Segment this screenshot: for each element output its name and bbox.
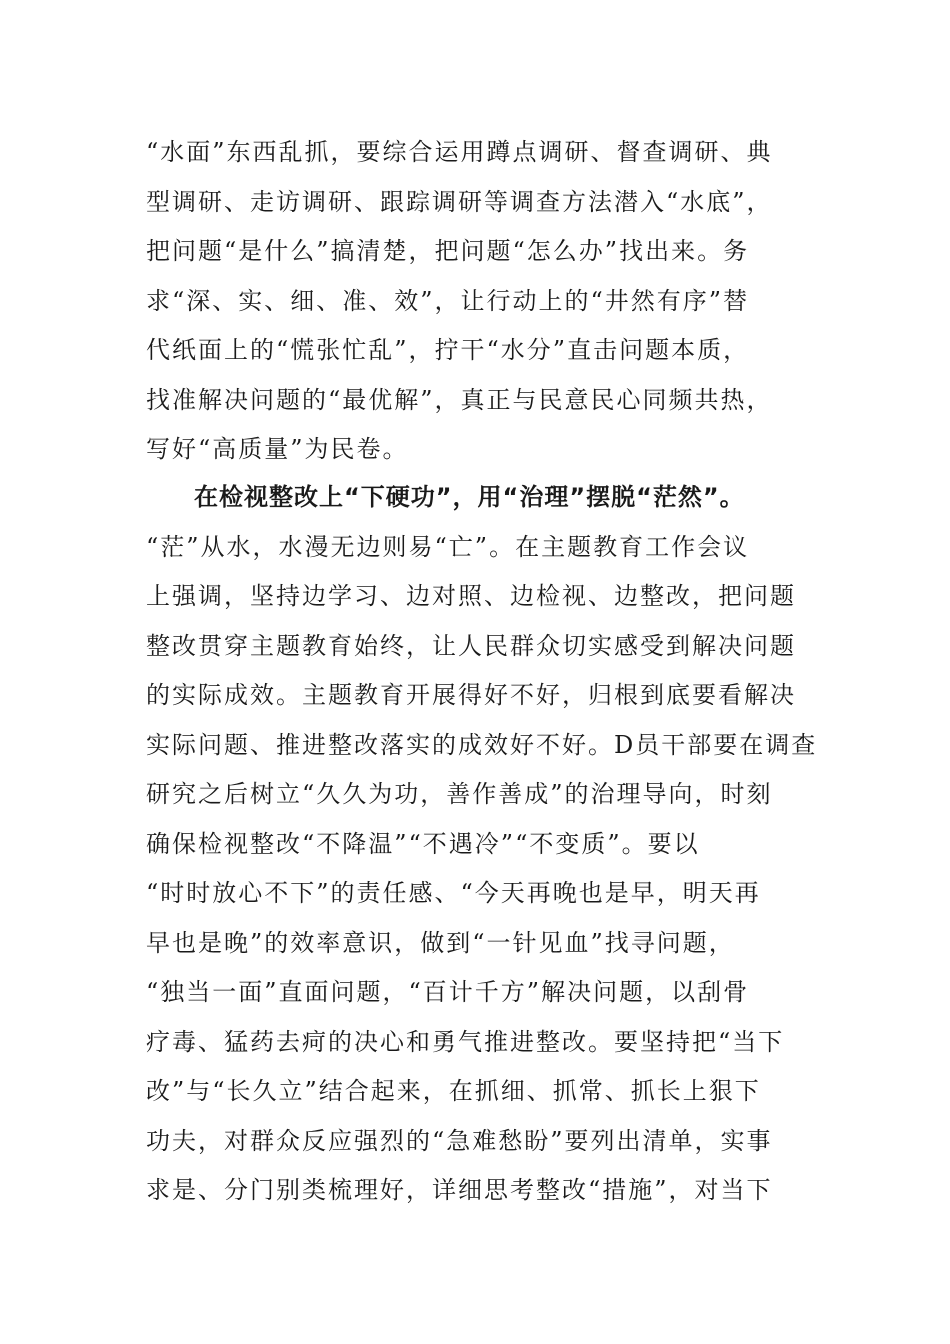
text-line: 实际问题、推进整改落实的成效好不好。D员干部要在调查	[146, 730, 818, 759]
text-line: 疗毒、猛药去疴的决心和勇气推进整改。要坚持把“当下	[146, 1027, 785, 1056]
text-line: 代纸面上的“慌张忙乱”，拧干“水分”直击问题本质，	[146, 336, 750, 364]
text-line: “茫”从水，水漫无边则易“亡”。在主题教育工作会议	[146, 532, 750, 561]
text-line: 整改贯穿主题教育始终，让人民群众切实感受到解决问题	[146, 631, 796, 660]
text-line: “时时放心不下”的责任感、“今天再晚也是早，明天再	[146, 879, 761, 907]
text-line: 研究之后树立“久久为功，善作善成”的治理导向，时刻	[146, 780, 773, 808]
text-line: 求“深、实、细、准、效”，让行动上的“井然有序”替	[146, 286, 750, 315]
text-line: 上强调，坚持边学习、边对照、边检视、边整改，把问题	[146, 582, 796, 610]
text-line: 改”与“长久立”结合起来，在抓细、抓常、抓长上狠下	[146, 1077, 761, 1105]
paragraph-1	[146, 128, 816, 475]
text-line: 把问题“是什么”搞清楚，把问题“怎么办”找出来。务	[146, 237, 750, 265]
text-line: 写好“高质量”为民卷。	[146, 435, 409, 463]
text-line: 找准解决问题的“最优解”，真正与民意民心同频共热，	[146, 385, 773, 414]
text-line: 早也是晚”的效率意识，做到“一针见血”找寻问题，	[146, 928, 735, 957]
section-heading: 在检视整改上“下硬功”，用“治理”摆脱“茫然”。	[194, 483, 745, 511]
text-line: 求是、分门别类梳理好，详细思考整改“措施”，对当下	[146, 1176, 773, 1204]
text-line: 的实际成效。主题教育开展得好不好，归根到底要看解决	[146, 681, 796, 709]
text-line: “水面”东西乱抓，要综合运用蹲点调研、督查调研、典	[146, 138, 773, 166]
text-line: 型调研、走访调研、跟踪调研等调查方法潜入“水底”，	[146, 187, 773, 216]
text-line: 功夫，对群众反应强烈的“急难愁盼”要列出清单，实事	[146, 1126, 773, 1155]
text-line: “独当一面”直面问题，“百计千方”解决问题，以刮骨	[146, 978, 750, 1006]
text-line: 确保检视整改“不降温”“不遇冷”“不变质”。要以	[146, 829, 700, 858]
paragraph-2	[146, 473, 816, 1216]
